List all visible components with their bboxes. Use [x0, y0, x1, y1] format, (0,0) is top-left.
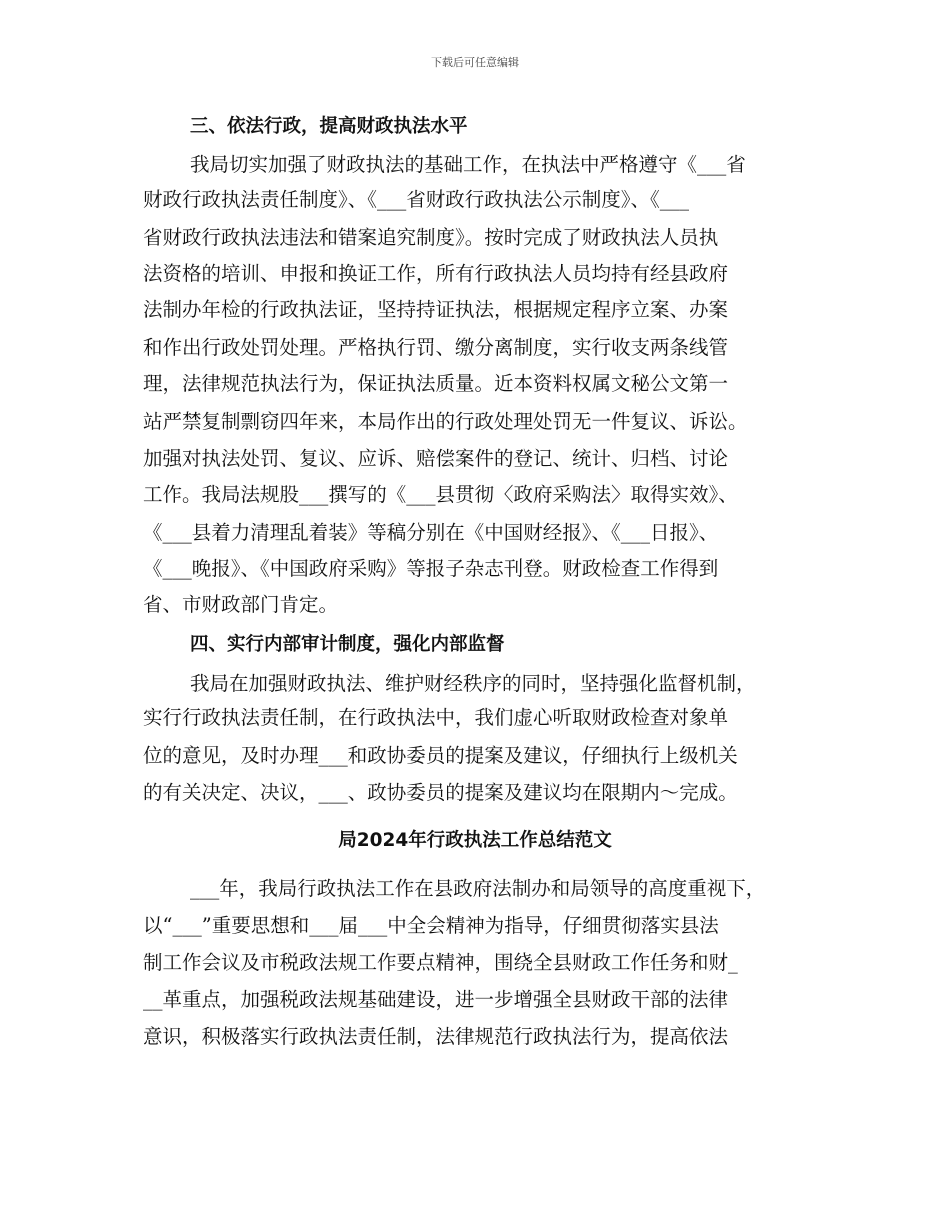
document-title: 局2024年行政执法工作总结范文	[338, 830, 612, 851]
paragraph-line: 《___县着力清理乱着装》等稿分别在《中国财经报》、《___日报》、	[143, 521, 719, 544]
paragraph-line: 站严禁复制剽窃四年来，本局作出的行政处理处罚无一件复议、诉讼。	[143, 410, 748, 433]
paragraph-line: 以“___”重要思想和___届___中全会精神为指导，仔细贯彻落实县法	[143, 914, 719, 937]
paragraph-line: 和作出行政处罚处理。严格执行罚、缴分离制度，实行收支两条线管	[143, 336, 729, 359]
paragraph-line: 《___晚报》、《中国政府采购》等报子杂志刊登。财政检查工作得到	[143, 557, 719, 580]
paragraph-line: ___年，我局行政执法工作在县政府法制办和局领导的高度重视下，	[190, 877, 766, 900]
paragraph-line: 实行行政执法责任制，在行政执法中，我们虚心听取财政检查对象单	[143, 706, 729, 729]
paragraph-line: 的有关决定、决议，___、政协委员的提案及建议均在限期内～完成。	[143, 781, 738, 804]
paragraph-line: 省财政行政执法违法和错案追究制度》。按时完成了财政执法人员执	[143, 226, 719, 249]
paragraph-line: 我局切实加强了财政执法的基础工作，在执法中严格遵守《___省	[190, 153, 746, 176]
paragraph-line: 位的意见，及时办理___和政协委员的提案及建议，仔细执行上级机关	[143, 744, 738, 767]
paragraph-line: 意识，积极落实行政执法责任制，法律规范行政执法行为，提高依法	[143, 1025, 729, 1048]
paragraph-line: 财政行政执法责任制度》、《___省财政行政执法公示制度》、《___	[143, 188, 690, 211]
paragraph-line: __革重点，加强税政法规基础建设，进一步增强全县财政干部的法律	[143, 988, 729, 1011]
paragraph-line: 加强对执法处罚、复议、应诉、赔偿案件的登记、统计、归档、讨论	[143, 447, 729, 470]
paragraph-line: 工作。我局法规股___撰写的《___县贯彻〈政府采购法〉取得实效》、	[143, 483, 738, 506]
paragraph-line: 理，法律规范执法行为，保证执法质量。近本资料权属文秘公文第一	[143, 372, 729, 395]
header-note: 下载后可任意编辑	[431, 56, 519, 69]
section-heading-4: 四、实行内部审计制度，强化内部监督	[190, 634, 505, 655]
paragraph-line: 省、市财政部门肯定。	[143, 593, 339, 616]
paragraph-line: 我局在加强财政执法、维护财经秩序的同时，坚持强化监督机制，	[190, 672, 756, 695]
paragraph-line: 法制办年检的行政执法证，坚持持证执法，根据规定程序立案、办案	[143, 298, 729, 321]
paragraph-line: 法资格的培训、申报和换证工作，所有行政执法人员均持有经县政府	[143, 262, 729, 285]
section-heading-3: 三、依法行政，提高财政执法水平	[190, 116, 468, 137]
paragraph-line: 制工作会议及市税政法规工作要点精神，围绕全县财政工作任务和财_	[143, 951, 738, 974]
